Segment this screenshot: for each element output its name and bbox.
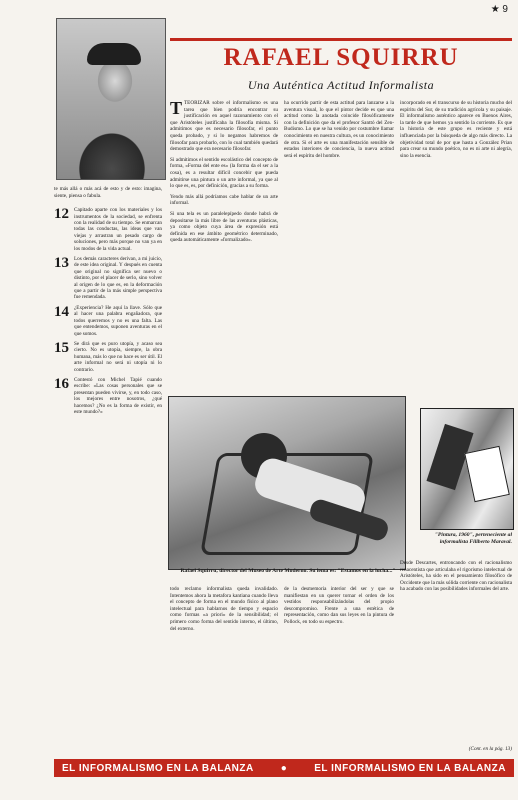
paragraph-text: ¿Experiencia? He aquí la llave. Sólo que al hacer una palabra engañadora, que todos querremos y no es una falta. Las que entendemos, suponen aventuras en el que somos. bbox=[74, 304, 162, 337]
page-number: ★ 9 bbox=[490, 4, 508, 15]
numbered-paragraph bbox=[54, 377, 162, 415]
column-a bbox=[170, 100, 278, 390]
left-column bbox=[54, 186, 162, 746]
continued-note: (Cont. en la pág. 13) bbox=[468, 746, 512, 752]
numbered-paragraph bbox=[54, 305, 162, 337]
painting-shape-light bbox=[464, 446, 510, 502]
bottom-column-a bbox=[170, 586, 278, 752]
bottom-column-a-text: todo reclamo informalista queda invalidado. Intentemos ahora la metafora kantiana cuando lleva el concepto de forma en el mundo físico al plano intelectual para hablarnos de tiempo y espacio como formas «a priori» de la sensibilidad; el primero como forma del sentido interno, el último, del externo. bbox=[170, 586, 278, 632]
paragraph-number: 12 bbox=[54, 206, 69, 223]
bottom-column-c bbox=[400, 560, 512, 744]
footer-band bbox=[54, 759, 514, 777]
title-block bbox=[170, 38, 512, 93]
paragraph-number: 16 bbox=[54, 375, 69, 392]
footer-right-text: EL INFORMALISMO EN LA BALANZA bbox=[314, 762, 506, 774]
painting-image bbox=[420, 408, 514, 530]
left-intro: te más allá o más acá de esto y de esto: imagina, siente, piensa o fabula. bbox=[54, 186, 162, 199]
column-b bbox=[284, 100, 394, 390]
footer-left-text: EL INFORMALISMO EN LA BALANZA bbox=[62, 762, 254, 774]
column-c-text: incorporado en el transcurso de su historia mucho del espíritu del Sur, de su tradición agrícola y su paisaje. El informalismo auténtico aparece en Buenos Aires, la tarde de que hemos ya sentido la corriente. Es que la historia de este grupo es reciente y está influenciada por la búsqueda de algo más directo. La objetividad total de por que hasta a González Prian para crear su mundo poético, no es ni arte ni alegría, sino la esencia. bbox=[400, 100, 512, 159]
portrait-hair bbox=[87, 43, 141, 65]
bottom-column-b bbox=[284, 586, 394, 752]
numbered-paragraph bbox=[54, 207, 162, 252]
column-b-text: ha ocurrido partir de esta actitud para lanzarse a la aventura visual, lo que el pintor decide es que una actitud como la anotada coincide filosóficamente con la definición que da el profesor Santtó del Zen-Budismo. Lo que se ha venido por costumbre llamar conocimiento en nuestra cultura, es un conocimiento de otra. Si el arte es una manifestación sensible de estados interiores de conciencia, la nueva actitud será el espíritu del hombre. bbox=[284, 100, 394, 159]
title-rule bbox=[170, 38, 512, 41]
footer-bullet: ● bbox=[280, 762, 288, 774]
photo-caption: Rafael Squirru, director del Museo de Arte Moderno. Su lema es: "Estamos en la lucha..." bbox=[180, 568, 396, 574]
author-portrait bbox=[56, 18, 166, 180]
bottom-column-b-text: de la desmemoria interior del ser y que se manifiestan en un querer tornar el orden de los vestidos responsabilizándolas del propio descompromiso. Frente a una estética de representación, como dan sus leyes en la pintura de Pollock, en todo su espectro. bbox=[284, 586, 394, 625]
column-a-p4: Si una tela es un paralelepípedo donde habrá de depositarse la más libre de las aventuras plásticas, ya como objeto cuya área de expresión está definida en ese ámbito geométrico determinado, queda automáticamente «formalizado». bbox=[170, 210, 278, 244]
article-subtitle: Una Auténtica Actitud Informalista bbox=[247, 78, 435, 92]
column-a-lead: TTEORIZAR sobre el informalismo es una tarea que bien podría encontrar su justificación en aquel razonamiento con el que Aristóteles justificaba la filosofía misma. Si admitimos que es necesario filosofar, el punto queda probado, y si lo negamos habremos de filosofar para probarlo, con lo cual también quedará demostrado que era necesario filosofar. bbox=[170, 100, 278, 153]
column-a-p2: Si admitimos el sentido escolástico del concepto de forma, «Forma del ente es» (la forma da el ser a la cosa), es a resultar difícil concebir que pueda admitirse una pintura o un arte informal, ya que al lo que es, es, por definición, gracias a su forma. bbox=[170, 156, 278, 190]
numbered-paragraph bbox=[54, 341, 162, 373]
column-a-p3: Yendo más allá podríamos cabe hablar de un arte informal. bbox=[170, 193, 278, 207]
paragraph-number: 15 bbox=[54, 339, 69, 356]
article-title: RAFAEL SQUIRRU bbox=[223, 44, 459, 71]
column-c bbox=[400, 100, 512, 400]
paragraph-text: Se dirá que es puro utopía, y acaso sea cierto. No es utopía, siempre, la obra humana, más lo que no hace es ser útil. El arte informal no será ni utopía ni lo contrario. bbox=[74, 340, 162, 373]
bottom-column-c-text: Desde Descartes, entroncando con el racionalismo renacentista que articulaba el rigorismo intelectual de Aristóteles, ha sido en el pensamiento filosófico de Occidente que la más sólida corriente con racionalista ha acabado con las posibilidades informales del arte. bbox=[400, 560, 512, 593]
painting-caption: "Pintura, 1960", perteneciente al informalista Filiberto Maraval. bbox=[434, 532, 512, 545]
paragraph-text: Contestó con Michel Tapié cuando escribe: «Las cosas personales que se presentan pueden vivirse, y, en todo caso, los mejores entre nosotros, ¿qué hacemos? ¿No es la forma de existir, en este mundo?» bbox=[74, 376, 162, 415]
squirru-photo bbox=[168, 396, 406, 570]
paragraph-number: 13 bbox=[54, 255, 69, 272]
paragraph-number: 14 bbox=[54, 303, 69, 320]
paragraph-text: Capitado aparte con los materiales y los instrumentos de la sociedad, se enfrenta con la realidad de su tiempo. Se enmarcan todas las conductas, las ideas que van viejas y arrastran un pesado cargo de soluciones, pero más porque no van ya en los modos de la vida actual. bbox=[74, 207, 162, 252]
drop-cap: T bbox=[170, 100, 183, 118]
paragraph-text: Los demás caracteres derivan, a mi juicio, de este idea original. Y después en cuenta que original no significa ser nuevo o distinto, por el placer de serlo, sino volver al origen de lo que es, en la deformación que a partir de la más simple perspectiva fue remendada. bbox=[74, 256, 162, 301]
numbered-paragraph bbox=[54, 256, 162, 301]
